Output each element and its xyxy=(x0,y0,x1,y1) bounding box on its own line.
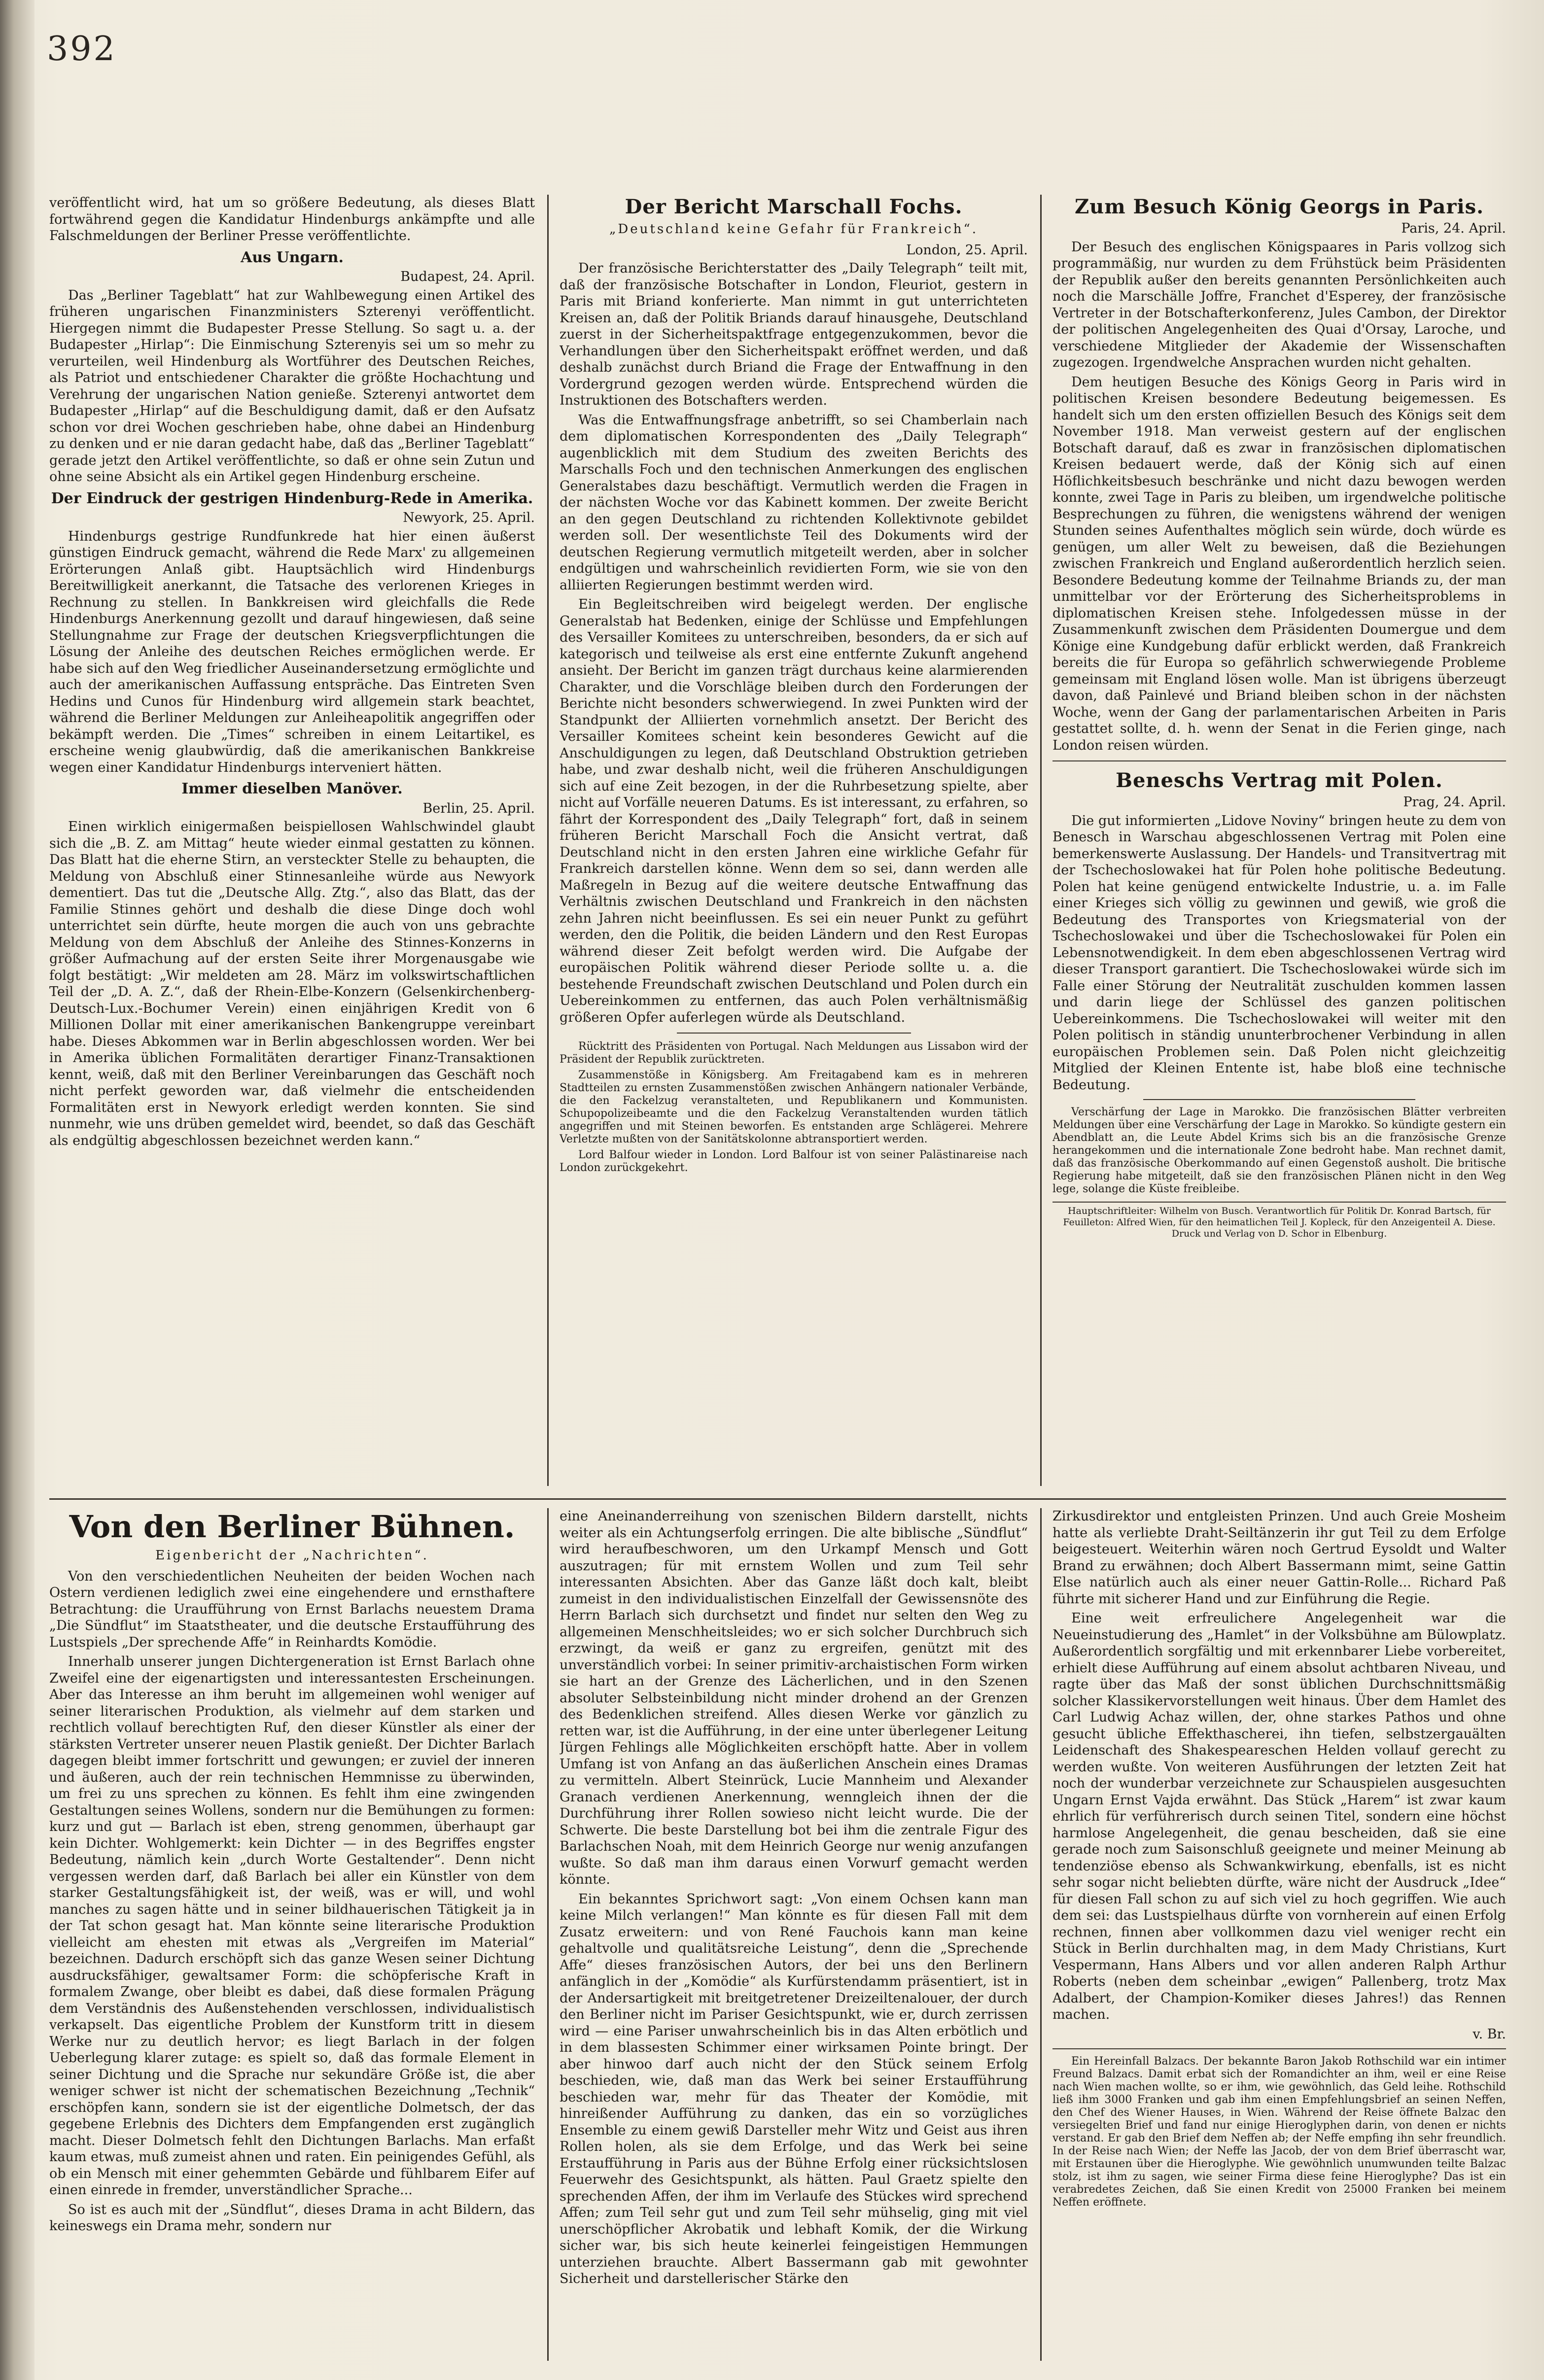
imprint: Hauptschriftleiter: Wilhelm von Busch. Verantwortlich für Politik Dr. Konrad Bartsch, für Feuilleton: Alfred Wien, für den heimatlichen Teil J. Kopleck, für den Anzeigenteil A. Diese. Druck und Verlag von D. Schor in Elbenburg. xyxy=(1063,1206,1496,1239)
feuilleton-column-2 xyxy=(560,1508,1028,2361)
column-1 xyxy=(49,195,535,1486)
polen-text: Die gut informierten „Lidove Noviny“ bringen heute zu dem von Benesch in Warschau abgeschlossenen Vertrag mit Polen eine bemerkenswerte Auslassung. Der Handels- und Transitvertrag mit der Tschechoslowakei hat für Polen hohe politische Bedeutung. Polen hat keine genügend entwickelte Industrie, u. a. im Falle einer Krieges sich völlig zu gewinnen und gewiß, wie groß die Bedeutung des Transportes von Kriegsmaterial von der Tschechoslowakei und über die Tschechoslowakei für Polen ein Lebensnotwendigkeit. In dem eben abgeschlossenen Vertrag wird dieser Transport garantiert. Die Tschechoslowakei würde sich im Falle einer Störung der Neutralität zuschulden kommen lassen und darin liege der Schlüssel des ganzen politischen Uebereinkommens. Die Tschechoslowakei will weiter mit den Polen politisch in ständig ununterbrochener Verbindung in allen europäischen Problemen sein. Daß Polen nicht gleichzeitig Mitglied der Kleinen Entente ist, habe bloß eine technische Bedeutung. xyxy=(1053,813,1506,1093)
feuilleton-paragraph-1: Von den verschiedentlichen Neuheiten der beiden Wochen nach Ostern verdienen lediglich zwei eine eingehendere und ernsthaftere Betrachtung: die Uraufführung von Ernst Barlachs neuestem Drama „Die Sündflut“ im Staatstheater, und die deutsche Erstaufführung des Lustspiels „Der sprechende Affe“ in Reinhardts Komödie. xyxy=(49,1568,535,1650)
news-divider xyxy=(677,1033,911,1034)
amerika-text: Hindenburgs gestrige Rundfunkrede hat hier einen äußerst günstigen Eindruck gemacht, während die Rede Marx' zu allgemeinen Erörterungen Anlaß gibt. Hauptsächlich wird Hindenburgs Bereitwilligkeit anerkannt, die Tatsache des verlorenen Krieges in Rechnung zu stellen. In Bankkreisen wird gleichfalls die Rede Hindenburgs Anerkennung gezollt und darauf hingewiesen, daß seine Stellungnahme zur Frage der deutschen Kriegsverpflichtungen die Lösung der Anleihe des deutschen Reiches ermöglichen werde. Er habe sich auf den Weg friedlicher Auseinandersetzung ermöglichte und auch der amerikanischen Auffassung entspräche. Das Eintreten Sven Hedins und Cunos für Hindenburg wird allgemein stark beachtet, während die Berliner Meldungen zur Anleiheapolitik angegriffen oder bekämpft werden. Die „Times“ schreiben in einem Leitartikel, es erscheine wenig glaubwürdig, daß die amerikanischen Bankkreise wegen einer Kandidatur Hindenburgs interveniert hätten. xyxy=(49,528,535,775)
polen-divider xyxy=(1143,1099,1415,1100)
portugal-notice: Rücktritt des Präsidenten von Portugal. Nach Meldungen aus Lissabon wird der Präsident der Republik zurücktreten. xyxy=(560,1040,1028,1066)
georg-divider xyxy=(1053,760,1506,761)
marokko-notice: Verschärfung der Lage in Marokko. Die französischen Blätter verbreiten Meldungen über eine Verschärfung der Lage in Marokko. So kündigte gestern ein Abendblatt an, die Leute Abdel Krims sich bis an die französische Grenze herangekommen und die internationale Zone bedroht habe. Man rechnet damit, daß das französische Oberkommando auf einen Gegenstoß ausholt. Die britische Regierung habe mitgeteilt, daß sie den französischen Plänen nicht in den Weg lege, solange die Küste freibleibe. xyxy=(1053,1106,1506,1195)
polen-dateline: Prag, 24. April. xyxy=(1403,794,1506,810)
balzac-notice: Ein Hereinfall Balzacs. Der bekannte Baron Jakob Rothschild war ein intimer Freund Balzacs. Damit erbat sich der Romandichter an ihm, weil er eine Reise nach Wien machen wollte, so er ihm, wie gewöhnlich, das Geld leihe. Rothschild ließ ihm 3000 Franken und gab ihm einen Empfehlungsbrief an seinen Neffen, den Chef des Wiener Hauses, in Wien. Während der Reise öffnete Balzac den versiegelten Brief und fand nur einige Hieroglyphen darin, von denen er nichts verstand. Er gab den Brief dem Neffen ab; der Neffe empfing ihn sehr freundlich. In der Reise nach Wien; der Neffe las Jacob, der von dem Brief überrascht war, mit Erstaunen über die Hieroglyphe. Wie gewöhnlich unumwunden teilte Balzac stolz, ist ihm zu sagen, wie seiner Firma diese feine Hieroglyphe? Das ist ein verabredetes Zeichen, daß Sie einen Kredit von 25000 Franken bei meinem Neffen eröffnete. xyxy=(1053,2055,1506,2208)
book-binding-edge xyxy=(0,0,35,2380)
intro-paragraph: veröffentlicht wird, hat um so größere Bedeutung, als dieses Blatt fortwährend gegen die Kandidatur Hindenburgs ankämpfte und alle Falschmeldungen der Berliner Presse veröffentlichte. xyxy=(49,195,535,243)
feuilleton-paragraph-4: eine Aneinanderreihung von szenischen Bildern darstellt, nichts weiter als ein Achtungserfolg erringen. Die alte biblische „Sündflut“ wird heraufbeschworen, um den Urkampf Mensch und Gott auszutragen; für mit ernstem Wollen und zum Teil sehr interessanten Absichten. Aber das Ganze läßt doch kalt, bleibt zumeist in den individualistischen Einzelfall der Gewissensnöte des Herrn Barlach sich durchsetzt und findet nur selten den Weg zu allgemeinen Menschheitsleides; wo er sich solcher Durchbruch sich erzwingt, da weiß er ganz zu ergreifen, genützt mit des unverständlich vorbei: In seiner primitiv-archaistischen Form wirken sie hart an der Grenze des Lächerlichen, und in den Szenen absoluter Selbsteinbildung nicht minder drohend an der Grenzen des Bedenklichen streifend. Alles diesen Werke vor gänzlich zu retten war, ist die Aufführung, in der eine unter überlegener Leitung Jürgen Fehlings alle Möglichkeiten erschöpft hatte. Aber in vollem Umfang ist von Anfang an das äußerlichen Anschein eines Dramas zu vermitteln. Albert Steinrück, Lucie Mannheim und Alexander Granach verdienen Anerkennung, wenngleich ihnen der die Durchführung ihrer Rollen sowieso nicht leicht wurde. Die der Schwerte. Die beste Darstellung bot bei ihm die zentrale Figur des Barlachschen Noah, mit dem Heinrich George nur wenig anzufangen wußte. So daß man ihm daraus einen Vorwurf gemacht werden könnte. xyxy=(560,1509,1028,1887)
page-number: 392 xyxy=(47,30,117,69)
column-3 xyxy=(1053,195,1506,1486)
manoever-title: Immer dieselben Manöver. xyxy=(181,780,403,797)
manoever-text: Einen wirklich einigermaßen beispiellosen Wahlschwindel glaubt sich die „B. Z. am Mittag“ heute wieder einmal gestatten zu können. Das Blatt hat die eherne Stirn, an versteckter Stelle zu behaupten, die Meldung von Abschluß einer Stinnesanleihe würde aus Newyork dementiert. Das tut die „Deutsche Allg. Ztg.“, also das Blatt, das der Familie Stinnes gehört und deshalb die diese Dinge doch wohl unterrichtet sein dürfte, heute morgen die auch von uns gebrachte Meldung von dem Abschluß der Anleihe des Stinnes-Konzerns in größer Aufmachung auf der ersten Seite ihrer Morgenausgabe wie folgt bestätigt: „Wir meldeten am 28. März im volkswirtschaftlichen Teil der „D. A. Z.“, daß der Rhein-Elbe-Konzern (Gelsenkirchenberg-Deutsch-Lux.-Bochumer Verein) einen einjährigen Kredit von 6 Millionen Dollar mit einer amerikanischen Bankengruppe vereinbart habe. Dieses Abkommen war in Berlin abgeschlossen worden. Wer bei in Amerika üblichen Formalitäten derartiger Finanz-Transaktionen kennt, weiß, daß mit den Berliner Vereinbarungen das Geschäft noch nicht perfekt geworden war, daß vielmehr die entscheidenden Formalitäten erst in Newyork erledigt werden konnten. Sie sind nunmehr, wie uns drüben gemeldet wird, beendet, so daß das Geschäft als endgültig abgeschlossen bezeichnet werden kann.“ xyxy=(49,819,535,1148)
balfour-notice: Lord Balfour wieder in London. Lord Balfour ist von seiner Palästinareise nach London zurückgekehrt. xyxy=(560,1149,1028,1174)
feuilleton-paragraph-3: So ist es auch mit der „Sündflut“, dieses Drama in acht Bildern, das keineswegs ein Drama mehr, sondern nur xyxy=(49,2202,535,2234)
foch-paragraph-2: Was die Entwaffnungsfrage anbetrifft, so sei Chamberlain nach dem diplomatischen Korrespondenten des „Daily Telegraph“ augenblicklich mit dem Studium des zweiten Berichts des Marschalls Foch und den technischen Anmerkungen des englischen Generalstabes dazu beschäftigt. Vermutlich werden die Fragen in der nächsten Woche vor das Kabinett kommen. Der zweite Bericht an den gegen Deutschland zu richtenden Kollektivnote gebildet werden soll. Der wesentlichste Teil des Dokuments wird der deutschen Regierung vermutlich mitgeteilt werden, aber in solcher endgültigen und wahrscheinlich revidierten Form, wie sie von den alliierten Regierungen bestimmt werden wird. xyxy=(560,412,1028,593)
column-2 xyxy=(560,195,1028,1486)
feuilleton-paragraph-2: Innerhalb unserer jungen Dichtergeneration ist Ernst Barlach ohne Zweifel eine der eigenartigsten und interessantesten Erscheinungen. Aber das Interesse an ihm beruht im allgemeinen wohl weniger auf seiner literarischen Produktion, als vielmehr auf dem starken und rechtlich vollauf berechtigten Ruf, den dieser Künstler als einer der stärksten Vertreter unserer neuen Plastik genießt. Der Dichter Barlach dagegen bleibt immer fortschritt und gewungen; er zuviel der inneren und äußeren, auch der rein technischen Hemmnisse zu überwinden, um frei zu uns sprechen zu können. Es fehlt ihm eine zwingenden Gestaltungen seines Wollens, sondern nur die Bemühungen zu formen: kurz und gut — Barlach ist eben, streng genommen, überhaupt gar kein Dichter. Wohlgemerkt: kein Dichter — in des Begriffes engster Bedeutung, nämlich kein „durch Worte Gestaltender“. Denn nicht vergessen werden darf, daß Barlach bei aller ein Künstler von dem starker Gestaltungsfähigkeit ist, der weiß, was er will, und wohl manches zu sagen hätte und in seiner bildhauerischen Tätigkeit ja in der Tat schon gesagt hat. Man könnte seine literarische Produktion vielleicht am ehesten mit etwas als „Vergreifen im Material“ bezeichnen. Dadurch erschöpft sich das ganze Wesen seiner Dichtung ausdrucksfähiger, gewaltsamer Form: die schöpferische Kraft in formalem Zwange, ober bleibt es dabei, daß diese formalen Prägung dem Verständnis des Außenstehenden verschlossen, individualistisch verkapselt. Das eigentliche Problem der Kunstform tritt in diesem Werke nur zu deutlich hervor; es liegt Barlach in der folgen Ueberlegung klarer zutage: es spielt so, daß das formale Element in seiner Dichtung und die Sprache nur sekundäre Größe ist, die aber weniger schwer ist nicht der schematischen Bezeichnung „Technik“ erschöpfen kann, sondern sie ist der eigentliche Dolmetsch, der das gegebene Erlebnis des Dichters dem Empfangenden erst zugänglich macht. Dieser Dolmetsch fehlt den Dichtungen Barlachs. Man erfaßt kaum etwas, muß zumeist ahnen und raten. Ein peinigendes Gefühl, als ob ein Mensch mit einer gehemmten Gebärde und fühlbarem Eifer auf einen einrede in fremder, unverständlicher Sprache... xyxy=(49,1654,535,2198)
ungarn-dateline: Budapest, 24. April. xyxy=(400,269,535,284)
foch-headline: Der Bericht Marschall Fochs. xyxy=(625,195,963,218)
georg-dateline: Paris, 24. April. xyxy=(1401,221,1506,236)
polen-headline: Beneschs Vertrag mit Polen. xyxy=(1116,769,1443,792)
balzac-divider xyxy=(1053,2048,1506,2049)
foch-paragraph-3: Ein Begleitschreiben wird beigelegt werden. Der englische Generalstab hat Bedenken, einige der Schlüsse und Empfehlungen des Versailler Komitees zu unterschreiben, besonders, da er sich auf kategorisch und teilweise als erst eine entfernte Zukunft angehend ansieht. Der Bericht im ganzen trägt durchaus keine alarmierenden Charakter, und die Vorschläge bleiben durch den Forderungen der Berichte nicht besonders schwerwiegend. In zwei Punkten wird der Standpunkt der Alliierten vornehmlich ansetzt. Der Bericht des Versailler Komitees scheint kein besonderes Gewicht auf die Anschuldigungen zu legen, daß Deutschland Obstruktion getrieben habe, und zwar deshalb nicht, weil die früheren Anschuldigungen sich auf eine Zeit bezogen, in der die Ruhrbesetzung spielte, aber nicht auf Vorfälle neueren Datums. Es ist interessant, zu erfahren, so fährt der Korrespondent des „Daily Telegraph“ fort, daß in seinem früheren Bericht Marschall Foch die Ansicht vertrat, daß Deutschland nicht in den ersten Jahren eine wirkliche Gefahr für Frankreich darstellen könne. Wenn dem so sei, dann werden alle Maßregeln in Bezug auf die weitere deutsche Entwaffnung das Verhältnis zwischen Deutschland und Frankreich in den nächsten zehn Jahren nicht beeinflussen. Es sei ein neuer Punkt zu geführt werden, den die Politik, die beiden Ländern und den Rest Europas während dieser Zeit befolgt werden wird. Die Aufgabe der europäischen Politik während dieser Periode sollte u. a. die bestehende Freundschaft zwischen Deutschland und Polen durch ein Uebereinkommen zu entfernen, das auch Polen verhältnismäßig größeren Opfer auferlegen würde als Deutschland. xyxy=(560,597,1028,1025)
ungarn-text: Das „Berliner Tageblatt“ hat zur Wahlbewegung einen Artikel des früheren ungarischen Finanzministers Szterenyi veröffentlicht. Hiergegen nimmt die Budapester Presse Stellung. So sagt u. a. der Budapester „Hirlap“: Die Einmischung Szterenyis sei um so mehr zu verurteilen, weil Hindenburg als Wortführer des Deutschen Reiches, als Patriot und entschiedener Charakter die größte Hochachtung und Verehrung der ungarischen Nation genieße. Szterenyi antwortet dem Budapester „Hirlap“ auf die Beschuldigung damit, daß er den Aufsatz schon vor drei Wochen geschrieben habe, ohne dabei an Hindenburg zu denken und er nie daran gedacht habe, daß das „Berliner Tageblatt“ gerade jetzt den Artikel veröffentlichte, so daß er ohne sein Zutun und ohne seine Absicht als ein Artikel gegen Hindenburg erscheine. xyxy=(49,287,535,484)
column-divider-1 xyxy=(547,195,549,1486)
foch-dateline: London, 25. April. xyxy=(906,242,1028,258)
foch-paragraph-1: Der französische Berichterstatter des „Daily Telegraph“ teilt mit, daß der französische Botschafter in London, Fleuriot, gestern in Paris mit Briand konferierte. Man nimmt in gut unterrichteten Kreisen an, daß der Politik Briands darauf hinausgehe, Deutschland zuerst in der Sicherheitspaktfrage entgegenzukommen, bevor die Verhandlungen über den Sicherheitspakt eröffnet werden, und daß deshalb zunächst durch Briand die Frage der Entwaffnung in den Vordergrund gezogen werden würde. Entsprechend würden die Instruktionen des Botschafters werden. xyxy=(560,261,1028,408)
amerika-dateline: Newyork, 25. April. xyxy=(403,510,535,525)
amerika-title: Der Eindruck der gestrigen Hindenburg-Rede in Amerika. xyxy=(51,489,533,507)
feuilleton-divider-1 xyxy=(547,1508,549,2361)
imprint-divider xyxy=(1053,1202,1506,1203)
georg-paragraph-1: Der Besuch des englischen Königspaares in Paris vollzog sich programmäßig, nur wurden zu dem Frühstück beim Präsidenten der Republik außer den bereits genannten Persönlichkeiten auch noch die Marschälle Joffre, Franchet d'Esperey, der französische Vertreter in der Botschafterkonferenz, Jules Cambon, der Direktor der politischen Angelegenheiten des Quai d'Orsay, Laroche, und verschiedene Mitglieder der Akademie der Wissenschaften zugezogen. Irgendwelche Ansprachen wurden nicht gehalten. xyxy=(1053,239,1506,370)
manoever-dateline: Berlin, 25. April. xyxy=(422,800,535,816)
feuilleton-paragraph-5: Ein bekanntes Sprichwort sagt: „Von einem Ochsen kann man keine Milch verlangen!“ Man könnte es für diesen Fall mit dem Zusatz erweitern: und von René Fauchois kann man keine gehaltvolle und qualitätsreiche Leistung“, denn die „Sprechende Affe“ dieses französischen Autors, der bei uns den Berlinern anfänglich in der „Komödie“ als Kurfürstendamm präsentiert, ist in der Andersartigkeit mit breitgetretener Dreizeiltenalouer, der durch den Berliner nicht im Pariser Gesichtspunkt, wie er, durch zerrissen wird — eine Pariser unwahrscheinlich bis in das Alten erbötlich und in dem blassesten Schimmer einer wirksamen Pointe bringt. Der aber hinwoo darf auch nicht der den Stück seinem Erfolg beschieden, wie, daß man das Werk bei seiner Erstaufführung beschieden war, mehr für das Theater der Komödie, mit hinreißender Aufführung zu danken, das ein so vorzügliches Ensemble zu einem gewiß Darsteller mehr Witz und Geist aus ihren Rollen holen, als sie dem Erfolge, und das Werk bei seine Erstaufführung in Paris aus der Bühne Erfolg einer rücksichtslosen Feuerwehr des Gesichtspunkt, als hätten. Paul Graetz spielte den sprechenden Affen, der ihm im Verlaufe des Stückes wird sprechend Affen; zum Teil sehr gut und zum Teil sehr mühselig, ging mit viel unerschöpflicher Akrobatik und lebhaft Komik, der die Wirkung sicher war, bis sich heute keinerlei feingeistigen Hemmungen unterziehen brauchte. Albert Bassermann gab mit gewohnter Sicherheit und darstellerischer Stärke den xyxy=(560,1891,1028,2286)
foch-subhead: „Deutschland keine Gefahr für Frankreich“. xyxy=(609,222,979,237)
feuilleton-divider xyxy=(49,1498,1506,1500)
feuilleton-column-3 xyxy=(1053,1508,1506,2361)
feuilleton-subtitle: Eigenbericht der „Nachrichten“. xyxy=(155,1548,429,1563)
feuilleton-divider-2 xyxy=(1040,1508,1042,2361)
feuilleton-paragraph-7: Eine weit erfreulichere Angelegenheit war die Neueinstudierung des „Hamlet“ in der Volksbühne am Bülowplatz. Außerordentlich sorgfältig und mit erkennbarer Liebe vorbereitet, erhielt diese Aufführung auf einem absolut achtbaren Niveau, und ragte über das Maß der sonst üblichen Durchschnittsmäßig solcher Klassikervorstellungen weit hinaus. Über dem Hamlet des Carl Ludwig Achaz willen, der, ohne starkes Pathos und ohne gesucht übliche Effekthascherei, ihn tiefen, selbstzergauälten Leidenschaft des Shakespeareschen Helden vollauf gerecht zu werden wußte. Von weiteren Ausführungen der letzten Zeit hat noch der wunderbar verzeichnete zur Schauspielen ausgesuchten Ungarn Ernst Vajda erwähnt. Das Stück „Harem“ ist zwar kaum ehrlich für verführerisch durch seinen Titel, sondern eine höchst harmlose Angelegenheit, die genau bescheiden, daß sie eine gerade noch zum Saisonschluß geeignete und meiner Meinung ab tendenziöse ebenso als Schwankwirkung, ebenfalls, ist es nicht sehr sogar nicht beliebten dürfte, wäre nicht der Ausdruck „Idee“ für diesen Fall schon zu auf sich viel zu hoch gegriffen. Wie auch dem sei: das Lustspielhaus dürfte von vornherein auf einen Erfolg rechnen, finnen aber vollkommen dazu viel weniger recht ein Stück in Berlin durchhalten mag, in dem Mady Christians, Kurt Vespermann, Hans Albers und vor allen anderen Ralph Arthur Roberts (neben dem scheinbar „ewigen“ Pallenberg, trotz Max Adalbert, der Champion-Komiker dieses Jahres!) das Rennen machen. xyxy=(1053,1611,1506,2022)
feuilleton-paragraph-6: Zirkusdirektor und entgleisten Prinzen. Und auch Greie Mosheim hatte als verliebte Draht-Seiltänzerin ihr gut Teil zu dem Erfolge beigesteuert. Weiterhin wären noch Gertrud Eysoldt und Walter Brand zu erwähnen; doch Albert Bassermann mimt, seine Gattin Else natürlich auch als einer neuer Gattin-Rolle... Richard Paß führte mit sicherer Hand und zur Einführung die Regie. xyxy=(1053,1509,1506,1607)
koenigsberg-notice: Zusammenstöße in Königsberg. Am Freitagabend kam es in mehreren Stadtteilen zu ernsten Zusammenstößen zwischen Anhängern nationaler Verbände, die den Fackelzug veranstalteten, und Republikanern und Kommunisten. Schupopolizeibeamte und die den Fackelzug Veranstaltenden wurden tätlich angegriffen und mit Steinen beworfen. Es entstanden arge Schlägerei. Mehrere Verletzte mußten von der Sanitätskolonne abtransportiert werden. xyxy=(560,1069,1028,1145)
column-divider-2 xyxy=(1040,195,1042,1486)
feuilleton-signature: v. Br. xyxy=(1473,2026,1506,2042)
feuilleton-title: Von den Berliner Bühnen. xyxy=(69,1509,515,1545)
georg-headline: Zum Besuch König Georgs in Paris. xyxy=(1074,195,1484,218)
feuilleton-column-1 xyxy=(49,1508,535,2361)
ungarn-title: Aus Ungarn. xyxy=(241,248,344,266)
georg-paragraph-2: Dem heutigen Besuche des Königs Georg in Paris wird in politischen Kreisen besondere Bedeutung beigemessen. Es handelt sich um den ersten offiziellen Besuch des Königs seit dem November 1918. Man verweist gestern auf der englischen Botschaft darauf, daß es zwar in französischen diplomatischen Kreisen bedauert werde, daß der König sich auf einen Höflichkeitsbesuch beschränke und nicht dazu bewogen werden konnte, zwei Tage in Paris zu bleiben, um irgendwelche politische Besprechungen zu führen, die wenigstens während der wenigen Stunden seines Aufenthaltes möglich sein würde, doch würde es genügen, um aller Welt zu beweisen, daß die Beziehungen zwischen Frankreich und England außerordentlich herzlich seien. Besondere Bedeutung komme der Teilnahme Briands zu, der man unmittelbar vor der Erörterung des Sicherheitsproblems in diplomatischen Kreisen stehe. Infolgedessen müsse in der Zusammenkunft zwischen dem Präsidenten Doumergue und dem Könige eine Kundgebung dafür erblickt werden, daß Frankreich bereits die für Europa so gefährlich schwerwiegende Probleme gemeinsam mit England lösen wolle. Man ist übrigens überzeugt davon, daß Painlevé und Briand bleiben schon in der nächsten Woche, wenn der Gang der parlamentarischen Arbeiten in Paris gestattet sollte, d. h. wenn der Senat in die Ferien ginge, nach London reisen würden. xyxy=(1053,374,1506,753)
